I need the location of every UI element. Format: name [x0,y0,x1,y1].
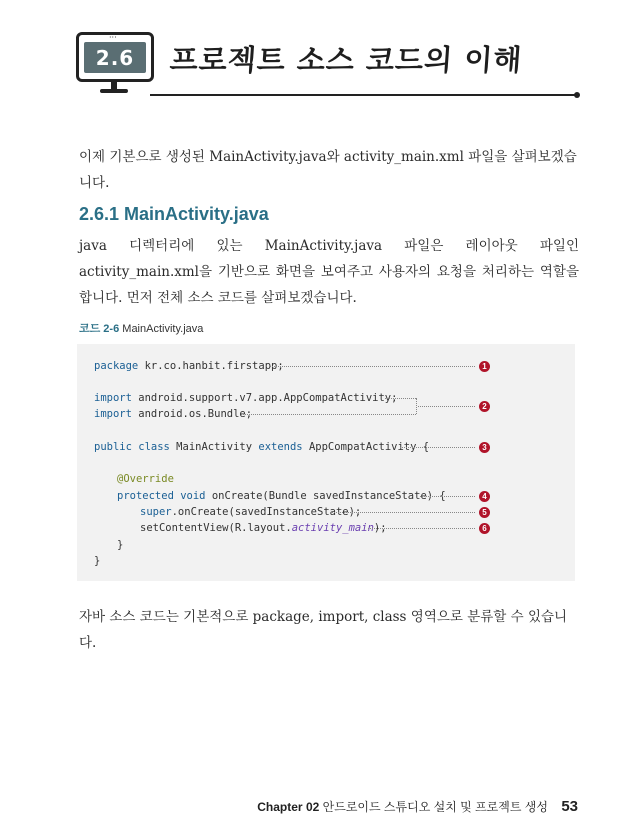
code-caption [79,320,203,336]
chapter-label: Chapter 02 [257,800,320,814]
code-label: 코드 2-6 [79,323,120,335]
code-line-super: super.onCreate(savedInstanceState); [140,506,362,518]
code-line-import-2: import android.os.Bundle; [94,408,253,420]
code-line-package: package kr.co.hanbit.firstapp; [94,360,284,372]
subsection-title: 2.6.1 MainActivity.java [79,204,269,224]
code-line-close-class: } [94,555,101,567]
page-number: 53 [561,798,578,815]
section-title: 프로젝트 소스 코드의 이해 [168,43,524,77]
chapter-title: 안드로이드 스튜디오 설치 및 프로젝트 생성 [322,800,548,814]
summary-paragraph: 자바 소스 코드는 기본적으로 package, import, class 영역으로 분류할 수 있습니다. [79,609,568,651]
callout-3: 3 [479,442,490,453]
intro-paragraph: 이제 기본으로 생성된 MainActivity.java와 activity_main.xml 파일을 살펴보겠습니다. [79,149,577,191]
callout-4: 4 [479,491,490,502]
page-footer [257,798,578,815]
code-block [77,344,575,581]
code-line-class: public class MainActivity extends AppCompatActivity { [94,441,430,453]
section-header [0,0,620,110]
code-line-close-method: } [117,539,124,551]
section-number: 2.6 [95,45,135,70]
monitor-icon: ··· 2.6 [76,32,154,82]
callout-1: 1 [479,361,490,372]
code-line-oncreate: protected void onCreate(Bundle savedInstanceState) { [117,490,446,502]
header-rule [150,94,578,96]
code-line-override: @Override [117,473,174,485]
code-line-setcontentview: setContentView(R.layout.activity_main); [140,522,387,534]
code-filename: MainActivity.java [122,323,204,335]
description-paragraph: java 디렉터리에 있는 MainActivity.java 파일은 레이아웃 파일인 activity_main.xml을 기반으로 화면을 보여주고 사용자의 요청을 처리하는 역할을 합니다. 먼저 전체 소스 코드를 살펴보겠습니다. [79,238,579,306]
callout-5: 5 [479,507,490,518]
callout-6: 6 [479,523,490,534]
code-line-import-1: import android.support.v7.app.AppCompatActivity; [94,392,398,404]
callout-2: 2 [479,401,490,412]
